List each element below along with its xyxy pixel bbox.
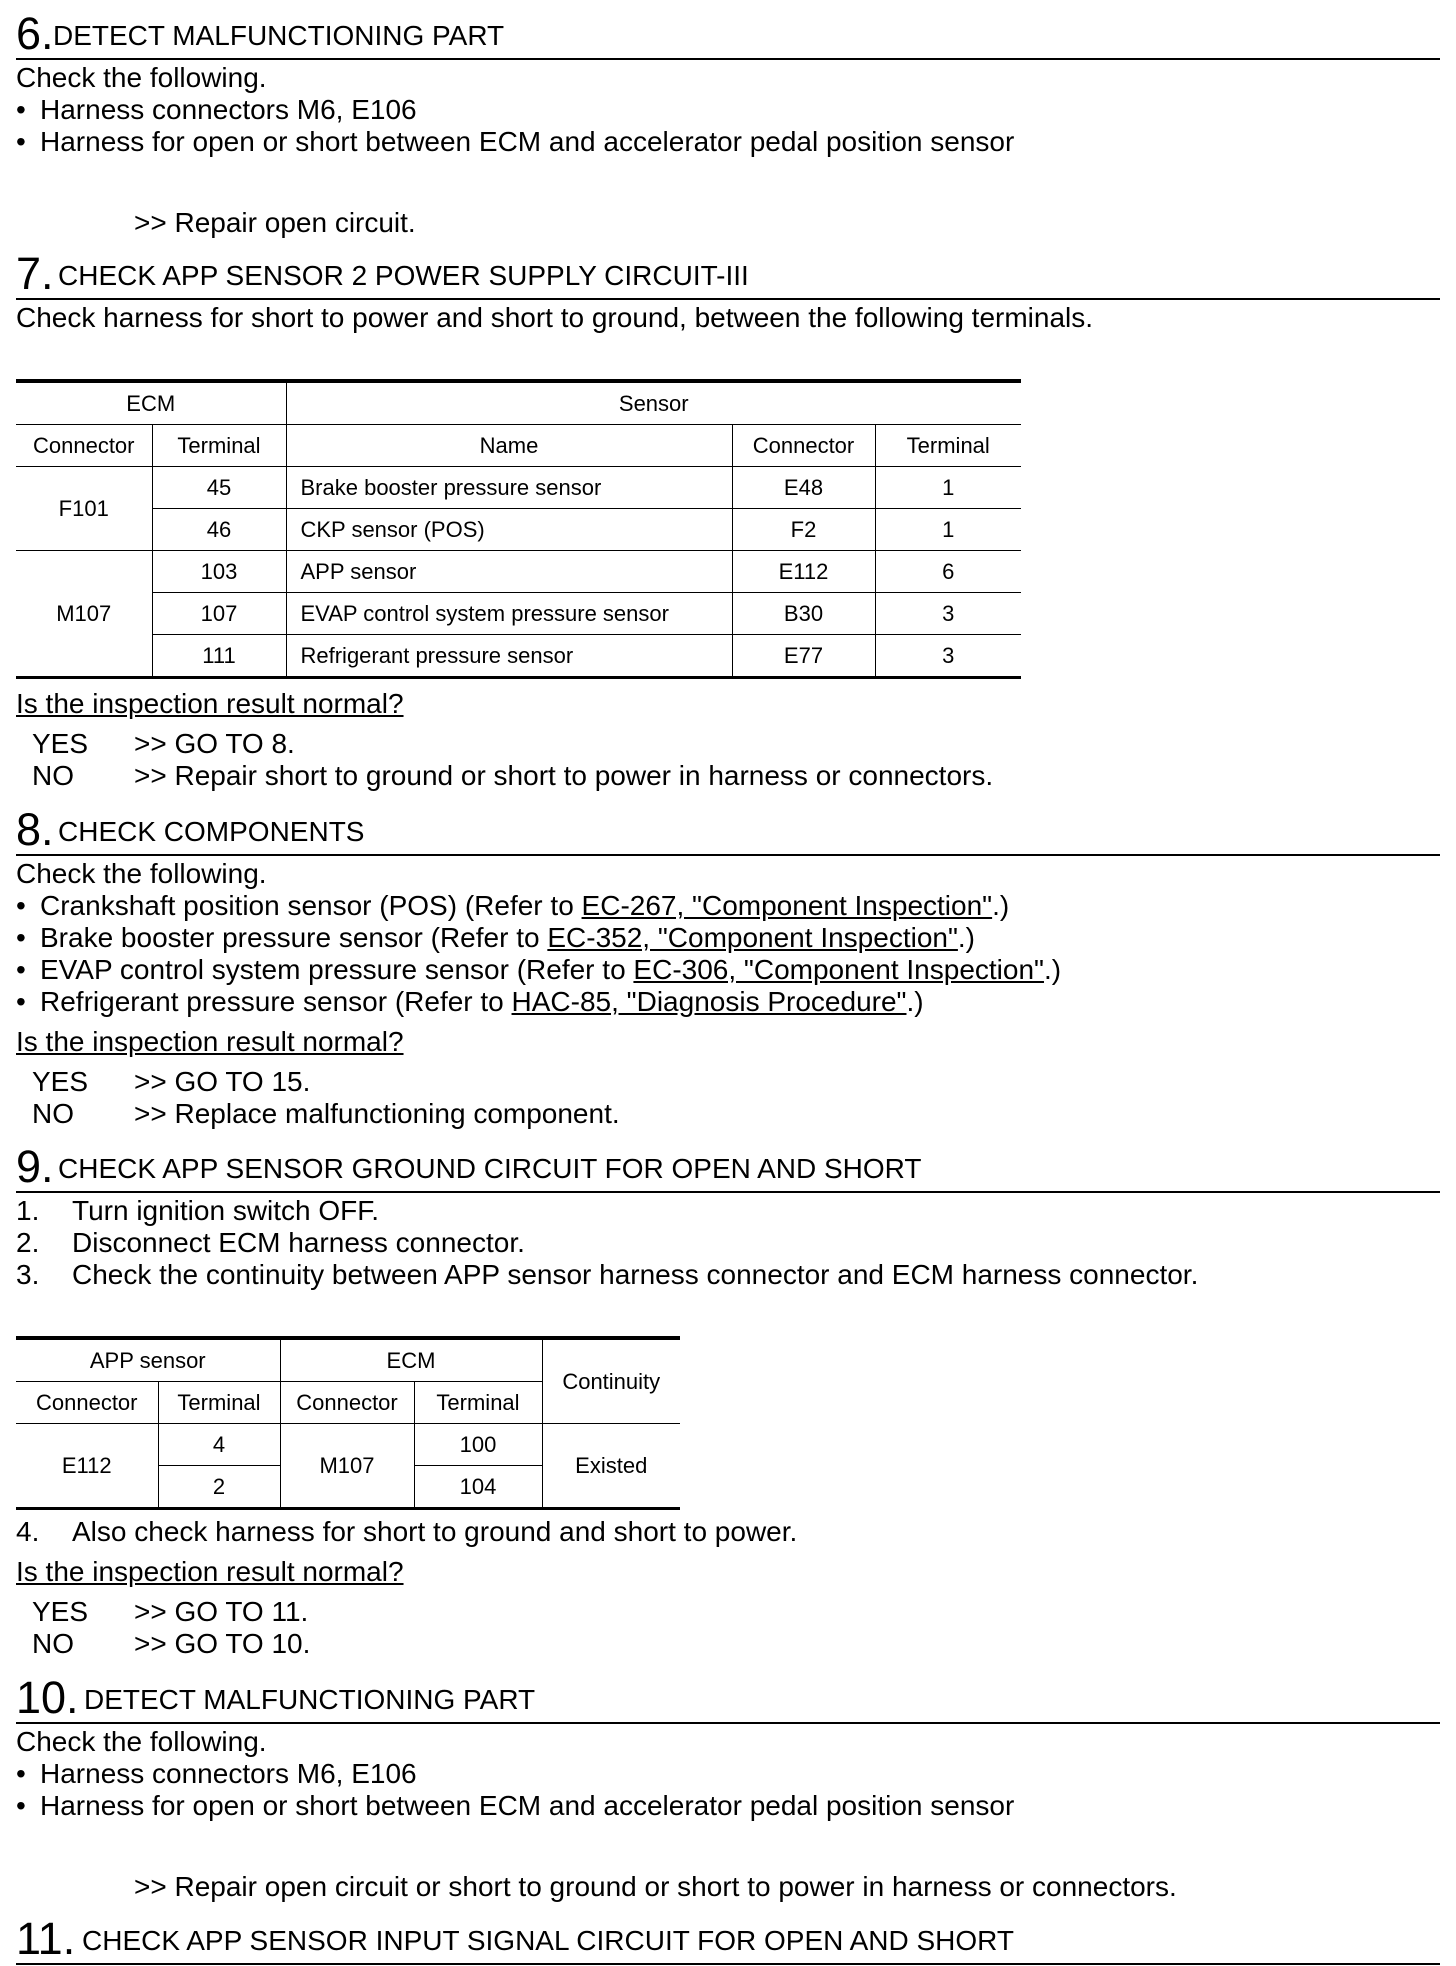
table-cell: 1 <box>875 467 1021 509</box>
table-header: Terminal <box>158 1382 280 1424</box>
table-header: Connector <box>16 425 152 467</box>
table-row <box>16 551 1021 593</box>
step-9-no: NO >> GO TO 10. <box>32 1628 311 1659</box>
table-group-header: APP sensor <box>16 1338 280 1382</box>
step-8-header <box>16 806 1440 856</box>
table-row <box>16 509 1021 551</box>
continuity-check-table <box>16 1336 680 1510</box>
table-cell: 46 <box>152 509 286 551</box>
table-row <box>16 467 1021 509</box>
step-10-intro: Check the following. <box>16 1726 267 1757</box>
ec-306-link[interactable]: EC-306, "Component Inspection" <box>633 954 1044 985</box>
table-cell: 6 <box>875 551 1021 593</box>
step-9-instruction: 1. Turn ignition switch OFF. <box>16 1195 380 1226</box>
step-10-bullet: • Harness connectors M6, E106 <box>16 1758 417 1789</box>
table-header: Connector <box>16 1382 158 1424</box>
table-cell: EVAP control system pressure sensor <box>286 593 732 635</box>
table-cell: M107 <box>280 1424 414 1509</box>
step-10-number: 10. <box>16 1672 79 1723</box>
hac-85-link[interactable]: HAC-85, "Diagnosis Procedure" <box>511 986 907 1017</box>
step-8-bullet: • Crankshaft position sensor (POS) (Refer to EC-267, "Component Inspection".) <box>16 890 1010 921</box>
table-header: Connector <box>280 1382 414 1424</box>
step-6-bullet: • Harness connectors M6, E106 <box>16 94 417 125</box>
step-9-instruction: 3. Check the continuity between APP sensor harness connector and ECM harness connector. <box>16 1259 1199 1290</box>
table-row <box>16 1424 680 1466</box>
step-8-bullet: • EVAP control system pressure sensor (Refer to EC-306, "Component Inspection".) <box>16 954 1062 985</box>
table-cell: E77 <box>732 635 875 678</box>
step-8-intro: Check the following. <box>16 858 267 889</box>
step-6-header <box>16 10 1440 60</box>
step-6-intro: Check the following. <box>16 62 267 93</box>
table-cell: 45 <box>152 467 286 509</box>
table-cell: F2 <box>732 509 875 551</box>
table-cell: 2 <box>158 1466 280 1509</box>
step-8-title: CHECK COMPONENTS <box>58 816 365 847</box>
step-7-intro: Check harness for short to power and short to ground, between the following terminals. <box>16 302 1094 333</box>
ec-352-link[interactable]: EC-352, "Component Inspection" <box>547 922 958 953</box>
table-cell: 4 <box>158 1424 280 1466</box>
step-6-bullet: • Harness for open or short between ECM and accelerator pedal position sensor <box>16 126 1015 157</box>
ecm-sensor-terminal-table <box>16 379 1021 679</box>
table-row <box>16 635 1021 678</box>
step-10-action: >> Repair open circuit or short to ground or short to power in harness or connectors. <box>134 1871 1177 1902</box>
step-11-header <box>16 1915 1440 1965</box>
table-cell: 3 <box>875 635 1021 678</box>
step-8-yes: YES >> GO TO 15. <box>32 1066 311 1097</box>
table-group-header: ECM <box>280 1338 542 1382</box>
table-header: Terminal <box>152 425 286 467</box>
table-header: Name <box>286 425 732 467</box>
table-cell: E112 <box>732 551 875 593</box>
table-cell: 3 <box>875 593 1021 635</box>
step-8-bullet: • Brake booster pressure sensor (Refer to EC-352, "Component Inspection".) <box>16 922 976 953</box>
step-9-number: 9. <box>16 1141 54 1192</box>
step-9-question: Is the inspection result normal? <box>16 1556 404 1587</box>
step-9-header <box>16 1143 1440 1193</box>
table-cell: CKP sensor (POS) <box>286 509 732 551</box>
table-cell: Brake booster pressure sensor <box>286 467 732 509</box>
table-group-header: ECM <box>16 381 286 425</box>
table-cell: Existed <box>542 1424 680 1509</box>
table-cell: M107 <box>16 551 152 678</box>
step-8-question: Is the inspection result normal? <box>16 1026 404 1057</box>
table-cell: 104 <box>414 1466 542 1509</box>
table-header: Connector <box>732 425 875 467</box>
step-9-instruction: 4. Also check harness for short to ground and short to power. <box>16 1516 798 1547</box>
table-row <box>16 593 1021 635</box>
table-cell: 111 <box>152 635 286 678</box>
step-7-number: 7. <box>16 248 54 299</box>
table-header: Terminal <box>875 425 1021 467</box>
step-6-title: DETECT MALFUNCTIONING PART <box>53 20 505 51</box>
step-7-header <box>16 250 1440 300</box>
table-header: Continuity <box>542 1338 680 1424</box>
step-7-no: NO >> Repair short to ground or short to power in harness or connectors. <box>32 760 994 791</box>
table-cell: E112 <box>16 1424 158 1509</box>
step-8-bullet: • Refrigerant pressure sensor (Refer to HAC-85, "Diagnosis Procedure".) <box>16 986 924 1017</box>
table-cell: 103 <box>152 551 286 593</box>
step-6-number: 6. <box>16 8 54 59</box>
step-7-title: CHECK APP SENSOR 2 POWER SUPPLY CIRCUIT-III <box>58 260 749 291</box>
table-cell: E48 <box>732 467 875 509</box>
table-cell: 1 <box>875 509 1021 551</box>
step-8-number: 8. <box>16 804 54 855</box>
step-11-number: 11. <box>16 1913 76 1964</box>
table-cell: 100 <box>414 1424 542 1466</box>
step-10-header <box>16 1674 1440 1724</box>
step-10-title: DETECT MALFUNCTIONING PART <box>84 1684 536 1715</box>
ec-267-link[interactable]: EC-267, "Component Inspection" <box>581 890 993 921</box>
step-9-instruction: 2. Disconnect ECM harness connector. <box>16 1227 525 1258</box>
step-7-yes: YES >> GO TO 8. <box>32 728 295 759</box>
table-cell: APP sensor <box>286 551 732 593</box>
table-cell: Refrigerant pressure sensor <box>286 635 732 678</box>
step-9-yes: YES >> GO TO 11. <box>32 1596 309 1627</box>
table-cell: F101 <box>16 467 152 551</box>
step-6-action: >> Repair open circuit. <box>134 207 416 238</box>
step-8-no: NO >> Replace malfunctioning component. <box>32 1098 620 1129</box>
step-10-bullet: • Harness for open or short between ECM and accelerator pedal position sensor <box>16 1790 1015 1821</box>
step-7-question: Is the inspection result normal? <box>16 688 404 719</box>
table-header: Terminal <box>414 1382 542 1424</box>
step-11-title: CHECK APP SENSOR INPUT SIGNAL CIRCUIT FOR OPEN AND SHORT <box>82 1925 1014 1956</box>
step-9-title: CHECK APP SENSOR GROUND CIRCUIT FOR OPEN AND SHORT <box>58 1153 922 1184</box>
table-group-header: Sensor <box>286 381 1021 425</box>
table-cell: 107 <box>152 593 286 635</box>
table-cell: B30 <box>732 593 875 635</box>
